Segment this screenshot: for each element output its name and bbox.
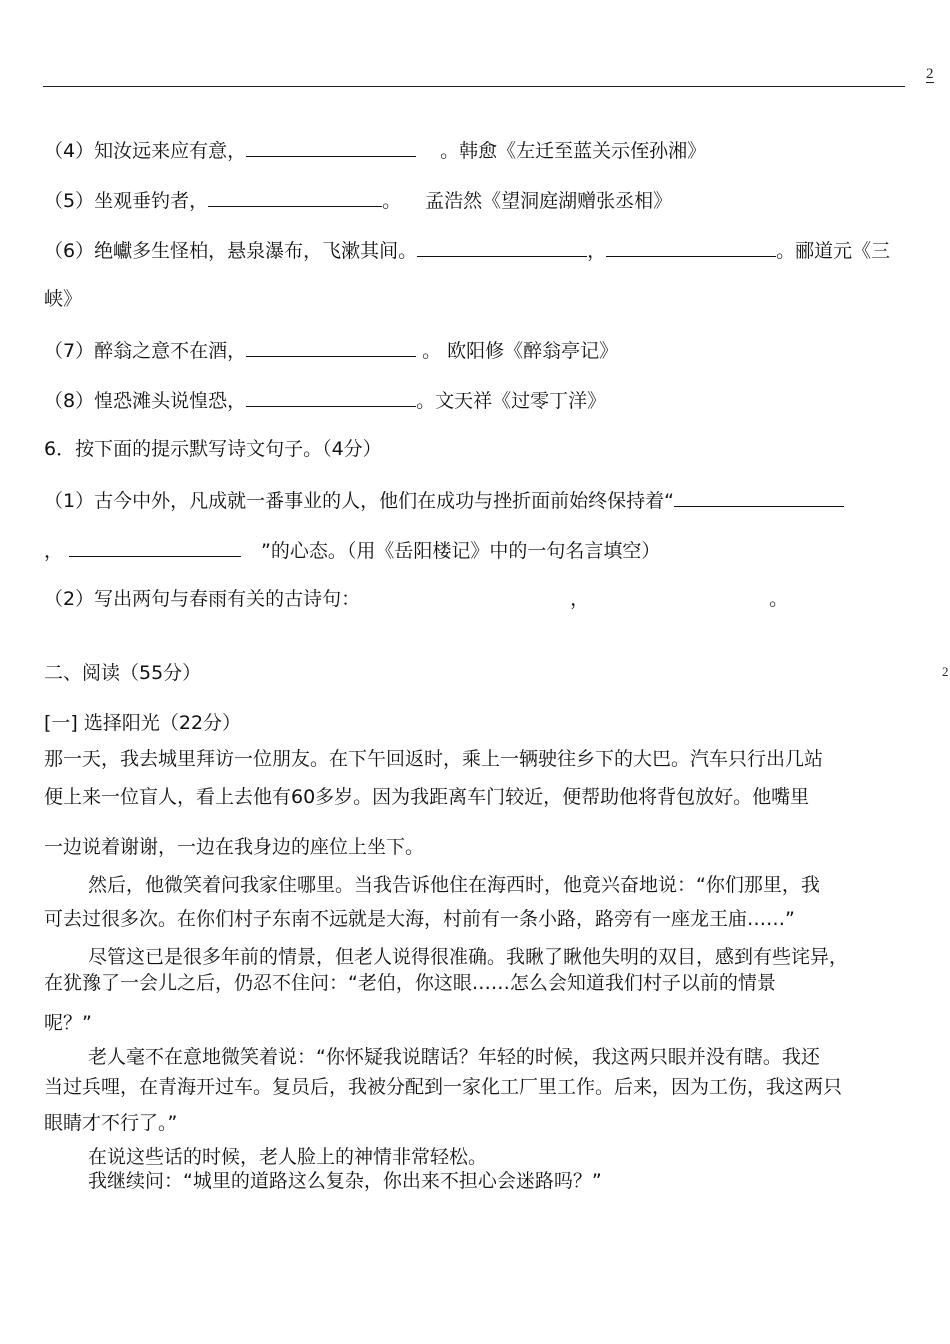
q8-blank[interactable] (246, 386, 416, 407)
q5-prompt: （5）坐观垂钓者， (44, 190, 209, 212)
q5-source: 孟浩然《望洞庭湖赠张丞相》 (425, 190, 673, 212)
paragraph-3-line-2: 在犹豫了一会儿之后，仍忍不住问：“老伯，你这眼……怎么会知道我们村子以前的情景 (44, 972, 776, 994)
paragraph-4-line-2: 当过兵哩，在青海开过车。复员后，我被分配到一家化工厂里工作。后来，因为工伤，我这两只 (44, 1076, 843, 1098)
q6-source: 。郦道元《三 (776, 240, 891, 262)
section-6-title: 6．按下面的提示默写诗文句子。（4分） (44, 438, 382, 460)
section-6-item-2: （2）写出两句与春雨有关的古诗句： ， 。 (44, 588, 789, 610)
question-5: （5）坐观垂钓者， 。 孟浩然《望洞庭湖赠张丞相》 (44, 186, 672, 214)
paragraph-3-line-1: 尽管这已是很多年前的情景，但老人说得很准确。我瞅了瞅他失明的双目，感到有些诧异， (88, 946, 849, 968)
page-number: 2 (926, 66, 934, 82)
q6-blank-1[interactable] (417, 236, 587, 257)
section-6-item-1-cont: ， ”的心态。（用《岳阳楼记》中的一句名言填空） (44, 536, 660, 564)
s6-1-blank-1[interactable] (674, 486, 844, 507)
paragraph-1-line-2: 便上来一位盲人，看上去他有60多岁。因为我距离车门较近，便帮助他将背包放好。他嘴里 (44, 786, 810, 808)
paragraph-2-line-1: 然后，他微笑着问我家住哪里。当我告诉他住在海西时，他竟兴奋地说：“你们那里，我 (88, 874, 820, 896)
section-2-title: 二、阅读（55分） (44, 662, 202, 684)
s6-2-prompt: （2）写出两句与春雨有关的古诗句： (44, 588, 361, 610)
q6-blank-2[interactable] (606, 236, 776, 257)
paragraph-1-line-3: 一边说着谢谢，一边在我身边的座位上坐下。 (44, 836, 425, 858)
question-6: （6）绝巘多生怪柏，悬泉瀑布，飞漱其间。 ， 。郦道元《三 (44, 236, 890, 264)
header-rule (43, 86, 905, 87)
question-4 (44, 136, 706, 164)
question-6-cont: 峡》 (44, 288, 83, 310)
q7-source: 。 欧阳修《醉翁亭记》 (422, 340, 619, 362)
s6-1-prompt: （1）古今中外，凡成就一番事业的人，他们在成功与挫折面前始终保持着“ (44, 490, 674, 512)
paragraph-6-line-1: 我继续问：“城里的道路这么复杂，你出来不担心会迷路吗？” (88, 1170, 602, 1192)
q8-prompt: （8）惶恐滩头说惶恐， (44, 390, 247, 412)
paragraph-3-line-3: 呢？” (44, 1012, 92, 1034)
section-6-item-1 (44, 486, 844, 514)
q7-blank[interactable] (246, 336, 416, 357)
s6-1-blank-2[interactable] (69, 536, 241, 557)
s6-1-hint: ”的心态。（用《岳阳楼记》中的一句名言填空） (261, 540, 661, 562)
q7-prompt: （7）醉翁之意不在酒， (44, 340, 247, 362)
paragraph-4-line-3: 眼睛才不行了。” (44, 1112, 178, 1134)
paragraph-4-line-1: 老人毫不在意地微笑着说：“你怀疑我说瞎话？年轻的时候，我这两只眼并没有瞎。我还 (88, 1046, 820, 1068)
paragraph-5-line-1: 在说这些话的时候，老人脸上的神情非常轻松。 (88, 1146, 488, 1168)
side-page-number: 2 (942, 664, 949, 679)
q4-blank[interactable] (246, 136, 416, 157)
question-8 (44, 386, 606, 414)
paragraph-2-line-2: 可去过很多次。在你们村子东南不远就是大海，村前有一条小路，路旁有一座龙王庙……” (44, 908, 795, 930)
q8-source: 。文天祥《过零丁洋》 (416, 390, 607, 412)
reading-1-title: [一] 选择阳光（22分） (44, 712, 242, 734)
question-7 (44, 336, 618, 364)
q4-prompt: （4）知汝远来应有意， (44, 140, 247, 162)
q5-blank[interactable] (208, 186, 382, 207)
q4-source: 。韩愈《左迁至蓝关示侄孙湘》 (440, 140, 707, 162)
paragraph-1-line-1: 那一天，我去城里拜访一位朋友。在下午回返时，乘上一辆驶往乡下的大巴。汽车只行出几站 (44, 748, 824, 770)
q6-prompt: （6）绝巘多生怪柏，悬泉瀑布，飞漱其间。 (44, 240, 418, 262)
